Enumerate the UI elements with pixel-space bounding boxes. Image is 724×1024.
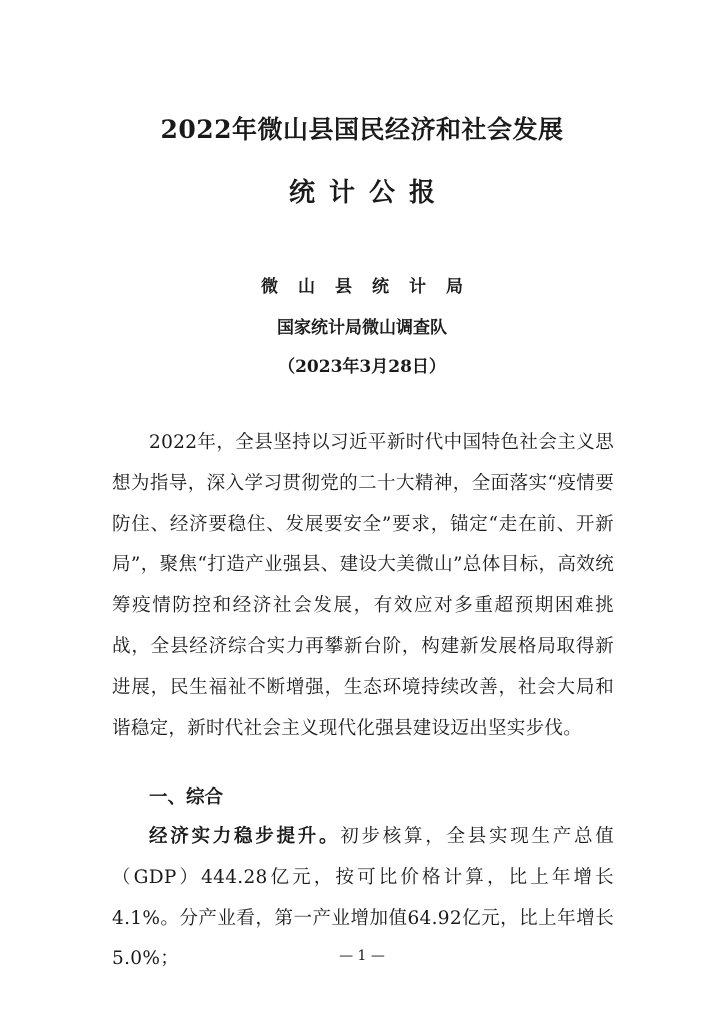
intro-paragraph: 2022年，全县坚持以习近平新时代中国特色社会主义思想为指导，深入学习贯彻党的二十大精神，全面落实“疫情要防住、经济要稳住、发展要安全”要求，锚定“走在前、开新局”，聚焦“打造产业强县、建设大美微山”总体目标，高效统筹疫情防控和经济社会发展，有效应对多重超预期困难挑战，全县经济综合实力再攀新台阶，构建新发展格局取得新进展，民生福祉不断增强，生态环境持续改善，社会大局和谐稳定，新时代社会主义现代化强县建设迈出坚实步伐。 (112, 432, 614, 739)
page-number: — 1 — (339, 948, 385, 964)
paragraph-lead: 经济实力稳步提升。 (149, 826, 341, 847)
publication-date: （2023年3月28日） (278, 357, 446, 377)
report-subtitle: 统计公报 (288, 178, 449, 208)
issuer-statistics-bureau: 微山县统计局 (261, 277, 483, 297)
issuer-survey-team: 国家统计局微山调查队 (277, 318, 447, 338)
report-title: 2022年微山县国民经济和社会发展 (160, 115, 564, 144)
section-heading-overview: 一、综合 (149, 787, 224, 808)
paragraph-body: 初步核算，全县实现生产总值（GDP）444.28亿元，按可比价格计算，比上年增长4.1%。分产业看，第一产业增加值64.92亿元，比上年增长5.0%； (112, 826, 615, 970)
